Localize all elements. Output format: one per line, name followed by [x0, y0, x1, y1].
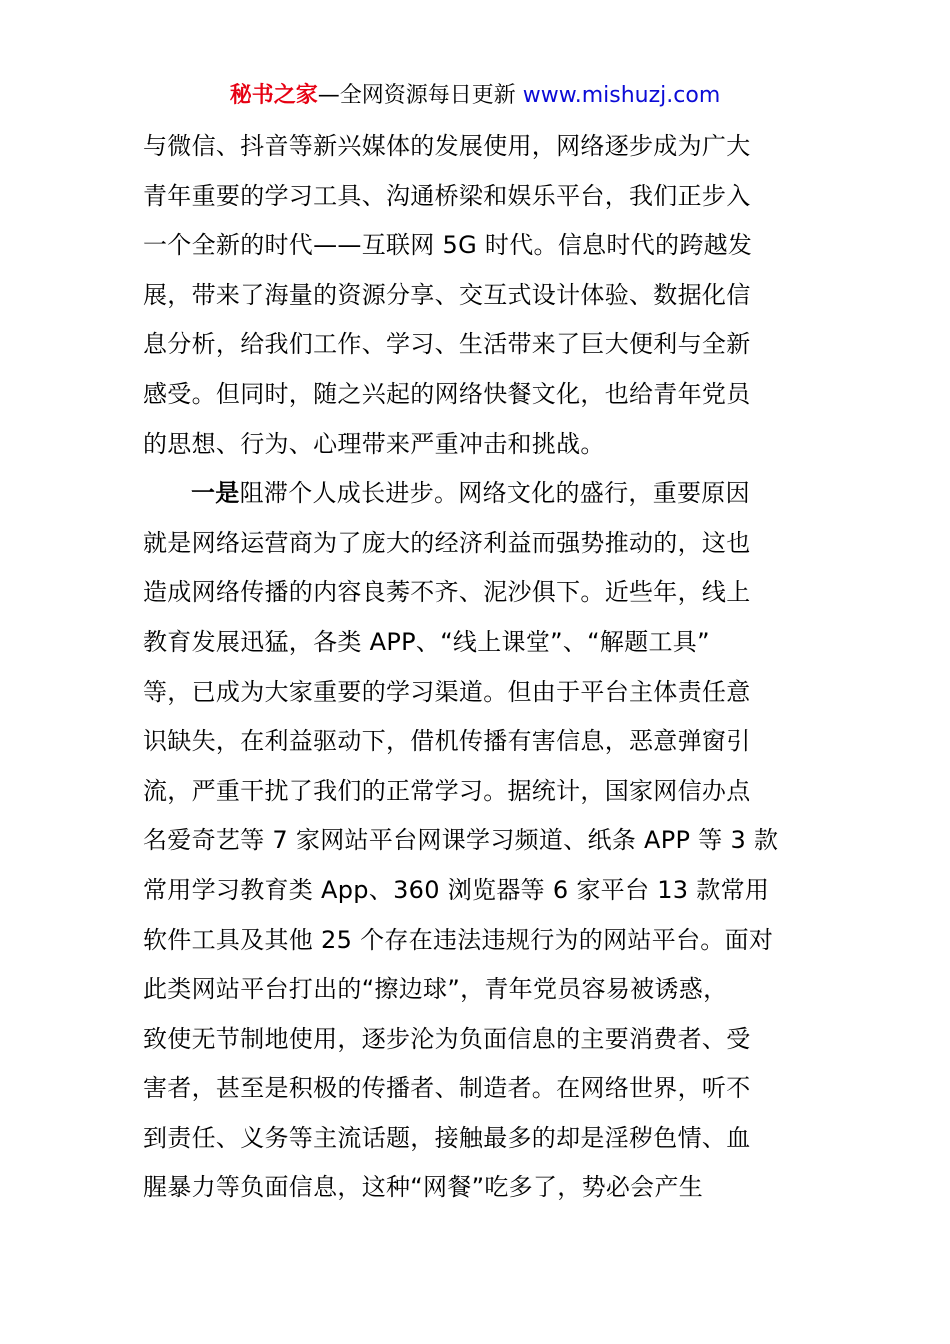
page-header: [0, 80, 950, 112]
text-line: 到责任、义务等主流话题，接触最多的却是淫秽色情、血: [143, 1123, 751, 1152]
site-url-link[interactable]: www.mishuzj.com: [522, 83, 721, 108]
text-span: 阻滞个人成长进步。网络文化的盛行，重要原因: [239, 479, 750, 508]
text-line: 名爱奇艺等 7 家网站平台网课学习频道、纸条 APP 等 3 款: [143, 826, 779, 855]
text-line: 就是网络运营商为了庞大的经济利益而强势推动的，这也: [143, 528, 751, 557]
text-line: 识缺失，在利益驱动下，借机传播有害信息，恶意弹窗引: [143, 727, 751, 756]
text-line: 与微信、抖音等新兴媒体的发展使用，网络逐步成为广大: [143, 132, 751, 160]
text-line: 感受。但同时，随之兴起的网络快餐文化，也给青年党员: [143, 379, 751, 408]
text-line: 青年重要的学习工具、沟通桥梁和娱乐平台，我们正步入: [143, 181, 751, 210]
text-line: 一个全新的时代——互联网 5G 时代。信息时代的跨越发: [143, 231, 753, 260]
text-line: 致使无节制地使用，逐步沦为负面信息的主要消费者、受: [143, 1024, 751, 1053]
text-line: 展，带来了海量的资源分享、交互式设计体验、数据化信: [143, 280, 751, 309]
text-line: 教育发展迅猛，各类 APP、“线上课堂”、“解题工具”: [143, 627, 710, 656]
text-line: 常用学习教育类 App、360 浏览器等 6 家平台 13 款常用: [143, 875, 770, 904]
point-marker: 一是: [191, 479, 240, 508]
paragraph-2: [143, 469, 813, 1213]
text-line: 腥暴力等负面信息，这种“网餐”吃多了，势必会产生: [143, 1173, 704, 1202]
text-line: 流，严重干扰了我们的正常学习。据统计，国家网信办点: [143, 776, 751, 805]
text-line: 的思想、行为、心理带来严重冲击和挑战。: [143, 429, 605, 458]
text-line: 害者，甚至是积极的传播者、制造者。在网络世界，听不: [143, 1074, 751, 1103]
text-line: 等，已成为大家重要的学习渠道。但由于平台主体责任意: [143, 677, 751, 706]
site-brand: 秘书之家: [229, 83, 318, 108]
text-line: 软件工具及其他 25 个存在违法违规行为的网站平台。面对: [143, 925, 774, 954]
site-tagline: —全网资源每日更新: [317, 83, 523, 108]
paragraph-1: [143, 122, 813, 469]
paragraph-first-line: [143, 469, 813, 519]
document-body: [143, 122, 813, 1213]
text-line: 息分析，给我们工作、学习、生活带来了巨大便利与全新: [143, 330, 751, 359]
text-line: 此类网站平台打出的“擦边球”，青年党员容易被诱惑，: [143, 975, 728, 1004]
text-line: 造成网络传播的内容良莠不齐、泥沙俱下。近些年，线上: [143, 578, 751, 607]
